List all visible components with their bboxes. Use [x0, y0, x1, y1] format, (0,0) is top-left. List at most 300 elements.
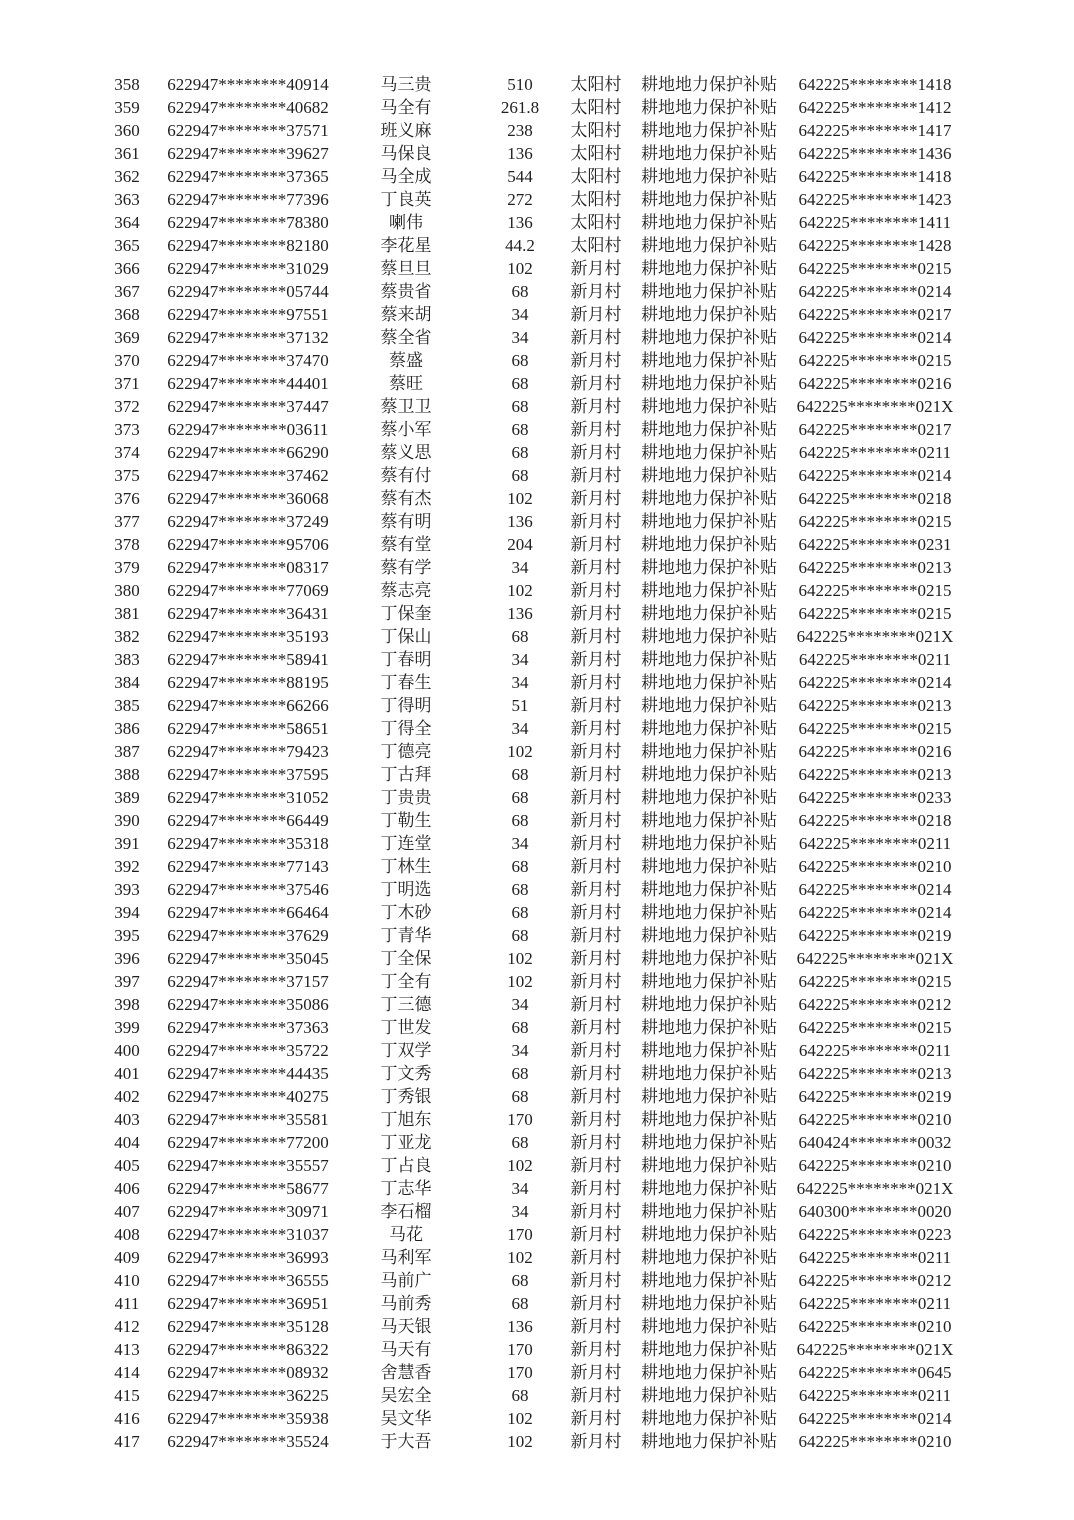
row-index-cell: 360	[114, 121, 140, 140]
id-number-cell: 622947********37595	[167, 765, 329, 784]
row-index-cell: 398	[114, 995, 140, 1014]
name-cell: 丁三德	[380, 995, 432, 1014]
village-cell: 新月村	[570, 1133, 622, 1152]
row-index-cell: 361	[114, 144, 140, 163]
bank-account-cell: 642225********1436	[798, 144, 952, 163]
id-number-cell: 622947********37629	[167, 926, 329, 945]
village-cell: 新月村	[570, 1271, 622, 1290]
bank-account-cell: 642225********0210	[798, 1110, 952, 1129]
amount-cell: 102	[507, 972, 533, 991]
amount-cell: 204	[507, 535, 533, 554]
id-number-cell: 622947********03611	[167, 420, 329, 439]
village-cell: 太阳村	[570, 144, 622, 163]
subsidy-type-cell: 耕地地力保护补贴	[641, 811, 777, 830]
bank-account-cell: 642225********1412	[798, 98, 952, 117]
table-row	[92, 1085, 962, 1108]
village-cell: 新月村	[570, 926, 622, 945]
table-row	[92, 1177, 962, 1200]
row-index-cell: 358	[114, 75, 140, 94]
name-cell: 丁青华	[380, 926, 432, 945]
subsidy-type-cell: 耕地地力保护补贴	[641, 213, 777, 232]
subsidy-type-cell: 耕地地力保护补贴	[641, 489, 777, 508]
table-row	[92, 1315, 962, 1338]
name-cell: 丁文秀	[380, 1064, 432, 1083]
subsidy-type-cell: 耕地地力保护补贴	[641, 995, 777, 1014]
table-row	[92, 96, 962, 119]
name-cell: 马花	[389, 1225, 423, 1244]
bank-account-cell: 642225********0216	[798, 742, 952, 761]
bank-account-cell: 642225********0212	[798, 1271, 952, 1290]
subsidy-type-cell: 耕地地力保护补贴	[641, 926, 777, 945]
table-row	[92, 740, 962, 763]
id-number-cell: 622947********35318	[167, 834, 329, 853]
village-cell: 新月村	[570, 466, 622, 485]
id-number-cell: 622947********58677	[167, 1179, 329, 1198]
bank-account-cell: 642225********0231	[798, 535, 952, 554]
id-number-cell: 622947********77200	[167, 1133, 329, 1152]
village-cell: 新月村	[570, 995, 622, 1014]
table-row	[92, 372, 962, 395]
name-cell: 丁亚龙	[380, 1133, 432, 1152]
name-cell: 马三贵	[380, 75, 432, 94]
bank-account-cell: 642225********0219	[798, 1087, 952, 1106]
village-cell: 新月村	[570, 1340, 622, 1359]
village-cell: 新月村	[570, 1294, 622, 1313]
bank-account-cell: 642225********1411	[798, 213, 952, 232]
id-number-cell: 622947********36993	[167, 1248, 329, 1267]
row-index-cell: 359	[114, 98, 140, 117]
subsidy-type-cell: 耕地地力保护补贴	[641, 374, 777, 393]
bank-account-cell: 642225********0233	[798, 788, 952, 807]
subsidy-type-cell: 耕地地力保护补贴	[641, 397, 777, 416]
row-index-cell: 377	[114, 512, 140, 531]
bank-account-cell: 642225********0210	[798, 857, 952, 876]
row-index-cell: 402	[114, 1087, 140, 1106]
table-row	[92, 1361, 962, 1384]
id-number-cell: 622947********40914	[167, 75, 329, 94]
subsidy-type-cell: 耕地地力保护补贴	[641, 1156, 777, 1175]
bank-account-cell: 642225********021X	[796, 1340, 954, 1359]
bank-account-cell: 642225********0645	[798, 1363, 952, 1382]
amount-cell: 102	[507, 742, 533, 761]
bank-account-cell: 642225********0215	[798, 259, 952, 278]
amount-cell: 238	[507, 121, 533, 140]
amount-cell: 34	[511, 673, 529, 692]
table-row	[92, 234, 962, 257]
id-number-cell: 622947********35086	[167, 995, 329, 1014]
village-cell: 新月村	[570, 765, 622, 784]
bank-account-cell: 642225********0214	[798, 1409, 952, 1428]
subsidy-type-cell: 耕地地力保护补贴	[641, 167, 777, 186]
name-cell: 蔡来胡	[380, 305, 432, 324]
village-cell: 新月村	[570, 627, 622, 646]
row-index-cell: 403	[114, 1110, 140, 1129]
row-index-cell: 416	[114, 1409, 140, 1428]
amount-cell: 102	[507, 1409, 533, 1428]
table-row	[92, 441, 962, 464]
table-row	[92, 188, 962, 211]
amount-cell: 68	[511, 397, 529, 416]
village-cell: 太阳村	[570, 167, 622, 186]
table-row	[92, 257, 962, 280]
id-number-cell: 622947********86322	[167, 1340, 329, 1359]
row-index-cell: 363	[114, 190, 140, 209]
amount-cell: 68	[511, 765, 529, 784]
bank-account-cell: 640424********0032	[798, 1133, 952, 1152]
amount-cell: 68	[511, 420, 529, 439]
id-number-cell: 622947********66449	[167, 811, 329, 830]
row-index-cell: 366	[114, 259, 140, 278]
village-cell: 新月村	[570, 742, 622, 761]
table-row	[92, 671, 962, 694]
bank-account-cell: 642225********0215	[798, 512, 952, 531]
name-cell: 蔡义思	[380, 443, 432, 462]
subsidy-type-cell: 耕地地力保护补贴	[641, 604, 777, 623]
table-row	[92, 648, 962, 671]
subsidy-type-cell: 耕地地力保护补贴	[641, 581, 777, 600]
subsidy-type-cell: 耕地地力保护补贴	[641, 1179, 777, 1198]
subsidy-type-cell: 耕地地力保护补贴	[641, 190, 777, 209]
row-index-cell: 374	[114, 443, 140, 462]
bank-account-cell: 642225********0223	[798, 1225, 952, 1244]
subsidy-type-cell: 耕地地力保护补贴	[641, 259, 777, 278]
amount-cell: 51	[511, 696, 529, 715]
amount-cell: 68	[511, 466, 529, 485]
village-cell: 新月村	[570, 949, 622, 968]
row-index-cell: 385	[114, 696, 140, 715]
row-index-cell: 406	[114, 1179, 140, 1198]
table-row	[92, 786, 962, 809]
id-number-cell: 622947********77396	[167, 190, 329, 209]
bank-account-cell: 642225********0215	[798, 1018, 952, 1037]
village-cell: 新月村	[570, 719, 622, 738]
village-cell: 新月村	[570, 673, 622, 692]
amount-cell: 68	[511, 788, 529, 807]
name-cell: 丁全有	[380, 972, 432, 991]
table-row	[92, 970, 962, 993]
table-row	[92, 717, 962, 740]
village-cell: 新月村	[570, 535, 622, 554]
name-cell: 李石榴	[380, 1202, 432, 1221]
subsidy-type-cell: 耕地地力保护补贴	[641, 98, 777, 117]
table-row	[92, 602, 962, 625]
village-cell: 新月村	[570, 972, 622, 991]
table-row	[92, 694, 962, 717]
amount-cell: 170	[507, 1225, 533, 1244]
amount-cell: 68	[511, 443, 529, 462]
amount-cell: 34	[511, 1179, 529, 1198]
row-index-cell: 412	[114, 1317, 140, 1336]
name-cell: 丁德亮	[380, 742, 432, 761]
id-number-cell: 622947********97551	[167, 305, 329, 324]
subsidy-type-cell: 耕地地力保护补贴	[641, 1133, 777, 1152]
table-row	[92, 1430, 962, 1453]
id-number-cell: 622947********39627	[167, 144, 329, 163]
row-index-cell: 368	[114, 305, 140, 324]
name-cell: 蔡有付	[380, 466, 432, 485]
id-number-cell: 622947********36431	[167, 604, 329, 623]
subsidy-type-cell: 耕地地力保护补贴	[641, 1432, 777, 1451]
subsidy-type-cell: 耕地地力保护补贴	[641, 1363, 777, 1382]
village-cell: 新月村	[570, 788, 622, 807]
bank-account-cell: 642225********0215	[798, 351, 952, 370]
subsidy-type-cell: 耕地地力保护补贴	[641, 121, 777, 140]
id-number-cell: 622947********05744	[167, 282, 329, 301]
bank-account-cell: 642225********0217	[798, 420, 952, 439]
bank-account-cell: 642225********0218	[798, 489, 952, 508]
row-index-cell: 393	[114, 880, 140, 899]
amount-cell: 44.2	[505, 236, 535, 255]
bank-account-cell: 642225********0219	[798, 926, 952, 945]
village-cell: 新月村	[570, 1432, 622, 1451]
amount-cell: 136	[507, 213, 533, 232]
subsidy-type-cell: 耕地地力保护补贴	[641, 972, 777, 991]
bank-account-cell: 642225********0215	[798, 604, 952, 623]
village-cell: 新月村	[570, 650, 622, 669]
subsidy-type-cell: 耕地地力保护补贴	[641, 443, 777, 462]
name-cell: 蔡小军	[380, 420, 432, 439]
id-number-cell: 622947********58941	[167, 650, 329, 669]
table-row	[92, 1039, 962, 1062]
subsidy-type-cell: 耕地地力保护补贴	[641, 535, 777, 554]
subsidy-type-cell: 耕地地力保护补贴	[641, 305, 777, 324]
table-row	[92, 1246, 962, 1269]
bank-account-cell: 642225********0211	[798, 1248, 952, 1267]
subsidy-type-cell: 耕地地力保护补贴	[641, 1202, 777, 1221]
village-cell: 新月村	[570, 880, 622, 899]
bank-account-cell: 642225********0210	[798, 1432, 952, 1451]
bank-account-cell: 642225********0214	[798, 466, 952, 485]
id-number-cell: 622947********35938	[167, 1409, 329, 1428]
row-index-cell: 400	[114, 1041, 140, 1060]
table-row	[92, 510, 962, 533]
row-index-cell: 395	[114, 926, 140, 945]
name-cell: 蔡卫卫	[380, 397, 432, 416]
name-cell: 吴宏全	[380, 1386, 432, 1405]
bank-account-cell: 642225********0215	[798, 719, 952, 738]
amount-cell: 34	[511, 650, 529, 669]
amount-cell: 68	[511, 1018, 529, 1037]
table-row	[92, 487, 962, 510]
row-index-cell: 394	[114, 903, 140, 922]
amount-cell: 34	[511, 305, 529, 324]
row-index-cell: 390	[114, 811, 140, 830]
bank-account-cell: 642225********1417	[798, 121, 952, 140]
bank-account-cell: 642225********0211	[798, 1041, 952, 1060]
table-row	[92, 1338, 962, 1361]
amount-cell: 136	[507, 1317, 533, 1336]
subsidy-type-cell: 耕地地力保护补贴	[641, 1409, 777, 1428]
village-cell: 新月村	[570, 1363, 622, 1382]
name-cell: 丁良英	[380, 190, 432, 209]
village-cell: 新月村	[570, 1225, 622, 1244]
subsidy-type-cell: 耕地地力保护补贴	[641, 1041, 777, 1060]
table-row	[92, 832, 962, 855]
name-cell: 吴文华	[380, 1409, 432, 1428]
name-cell: 蔡盛	[389, 351, 423, 370]
village-cell: 太阳村	[570, 75, 622, 94]
amount-cell: 170	[507, 1363, 533, 1382]
bank-account-cell: 642225********0214	[798, 903, 952, 922]
row-index-cell: 413	[114, 1340, 140, 1359]
subsidy-type-cell: 耕地地力保护补贴	[641, 880, 777, 899]
amount-cell: 68	[511, 1087, 529, 1106]
village-cell: 新月村	[570, 512, 622, 531]
row-index-cell: 373	[114, 420, 140, 439]
id-number-cell: 622947********66266	[167, 696, 329, 715]
bank-account-cell: 642225********1418	[798, 167, 952, 186]
bank-account-cell: 642225********0217	[798, 305, 952, 324]
row-index-cell: 387	[114, 742, 140, 761]
table-row	[92, 1292, 962, 1315]
bank-account-cell: 642225********0211	[798, 834, 952, 853]
subsidy-type-cell: 耕地地力保护补贴	[641, 1386, 777, 1405]
table-row	[92, 349, 962, 372]
name-cell: 马天银	[380, 1317, 432, 1336]
name-cell: 丁明选	[380, 880, 432, 899]
bank-account-cell: 642225********0211	[798, 443, 952, 462]
row-index-cell: 389	[114, 788, 140, 807]
amount-cell: 34	[511, 1041, 529, 1060]
name-cell: 蔡旦旦	[380, 259, 432, 278]
name-cell: 蔡志亮	[380, 581, 432, 600]
subsidy-table	[92, 73, 962, 1453]
subsidy-type-cell: 耕地地力保护补贴	[641, 466, 777, 485]
amount-cell: 102	[507, 259, 533, 278]
table-row	[92, 280, 962, 303]
name-cell: 马保良	[380, 144, 432, 163]
row-index-cell: 388	[114, 765, 140, 784]
amount-cell: 68	[511, 374, 529, 393]
id-number-cell: 622947********08932	[167, 1363, 329, 1382]
row-index-cell: 365	[114, 236, 140, 255]
subsidy-type-cell: 耕地地力保护补贴	[641, 1248, 777, 1267]
subsidy-type-cell: 耕地地力保护补贴	[641, 1110, 777, 1129]
amount-cell: 136	[507, 144, 533, 163]
subsidy-type-cell: 耕地地力保护补贴	[641, 742, 777, 761]
table-row	[92, 579, 962, 602]
row-index-cell: 382	[114, 627, 140, 646]
name-cell: 于大吾	[380, 1432, 432, 1451]
id-number-cell: 622947********78380	[167, 213, 329, 232]
table-row	[92, 763, 962, 786]
id-number-cell: 622947********35722	[167, 1041, 329, 1060]
name-cell: 马全成	[380, 167, 432, 186]
name-cell: 丁林生	[380, 857, 432, 876]
subsidy-type-cell: 耕地地力保护补贴	[641, 834, 777, 853]
row-index-cell: 379	[114, 558, 140, 577]
amount-cell: 68	[511, 1294, 529, 1313]
id-number-cell: 622947********44435	[167, 1064, 329, 1083]
bank-account-cell: 642225********021X	[796, 397, 954, 416]
row-index-cell: 375	[114, 466, 140, 485]
subsidy-type-cell: 耕地地力保护补贴	[641, 949, 777, 968]
id-number-cell: 622947********31029	[167, 259, 329, 278]
id-number-cell: 622947********37249	[167, 512, 329, 531]
subsidy-type-cell: 耕地地力保护补贴	[641, 1317, 777, 1336]
name-cell: 蔡全省	[380, 328, 432, 347]
id-number-cell: 622947********37363	[167, 1018, 329, 1037]
village-cell: 新月村	[570, 1110, 622, 1129]
village-cell: 太阳村	[570, 121, 622, 140]
village-cell: 新月村	[570, 1248, 622, 1267]
amount-cell: 68	[511, 811, 529, 830]
table-row	[92, 855, 962, 878]
subsidy-type-cell: 耕地地力保护补贴	[641, 788, 777, 807]
subsidy-type-cell: 耕地地力保护补贴	[641, 328, 777, 347]
bank-account-cell: 642225********0213	[798, 558, 952, 577]
amount-cell: 34	[511, 1202, 529, 1221]
bank-account-cell: 642225********1428	[798, 236, 952, 255]
amount-cell: 68	[511, 627, 529, 646]
name-cell: 丁保奎	[380, 604, 432, 623]
id-number-cell: 622947********36068	[167, 489, 329, 508]
name-cell: 丁连堂	[380, 834, 432, 853]
table-row	[92, 993, 962, 1016]
id-number-cell: 622947********36555	[167, 1271, 329, 1290]
subsidy-type-cell: 耕地地力保护补贴	[641, 1087, 777, 1106]
table-row	[92, 625, 962, 648]
row-index-cell: 367	[114, 282, 140, 301]
village-cell: 新月村	[570, 604, 622, 623]
table-row	[92, 901, 962, 924]
table-row	[92, 395, 962, 418]
id-number-cell: 622947********66290	[167, 443, 329, 462]
row-index-cell: 414	[114, 1363, 140, 1382]
bank-account-cell: 642225********0212	[798, 995, 952, 1014]
village-cell: 太阳村	[570, 213, 622, 232]
row-index-cell: 381	[114, 604, 140, 623]
village-cell: 新月村	[570, 282, 622, 301]
village-cell: 太阳村	[570, 190, 622, 209]
row-index-cell: 409	[114, 1248, 140, 1267]
village-cell: 新月村	[570, 1386, 622, 1405]
id-number-cell: 622947********31052	[167, 788, 329, 807]
amount-cell: 102	[507, 489, 533, 508]
village-cell: 新月村	[570, 1409, 622, 1428]
name-cell: 丁双学	[380, 1041, 432, 1060]
id-number-cell: 622947********79423	[167, 742, 329, 761]
row-index-cell: 405	[114, 1156, 140, 1175]
id-number-cell: 622947********37157	[167, 972, 329, 991]
subsidy-type-cell: 耕地地力保护补贴	[641, 75, 777, 94]
name-cell: 蔡贵省	[380, 282, 432, 301]
name-cell: 丁世发	[380, 1018, 432, 1037]
id-number-cell: 622947********88195	[167, 673, 329, 692]
row-index-cell: 411	[114, 1294, 140, 1313]
id-number-cell: 622947********37571	[167, 121, 329, 140]
id-number-cell: 622947********35045	[167, 949, 329, 968]
id-number-cell: 622947********66464	[167, 903, 329, 922]
bank-account-cell: 642225********021X	[796, 949, 954, 968]
amount-cell: 34	[511, 719, 529, 738]
village-cell: 新月村	[570, 581, 622, 600]
village-cell: 新月村	[570, 443, 622, 462]
bank-account-cell: 642225********1418	[798, 75, 952, 94]
village-cell: 太阳村	[570, 236, 622, 255]
village-cell: 新月村	[570, 558, 622, 577]
table-row	[92, 924, 962, 947]
row-index-cell: 383	[114, 650, 140, 669]
id-number-cell: 622947********40682	[167, 98, 329, 117]
table-row	[92, 809, 962, 832]
table-row	[92, 1108, 962, 1131]
village-cell: 新月村	[570, 903, 622, 922]
id-number-cell: 622947********35524	[167, 1432, 329, 1451]
name-cell: 丁古拜	[380, 765, 432, 784]
amount-cell: 510	[507, 75, 533, 94]
village-cell: 新月村	[570, 696, 622, 715]
